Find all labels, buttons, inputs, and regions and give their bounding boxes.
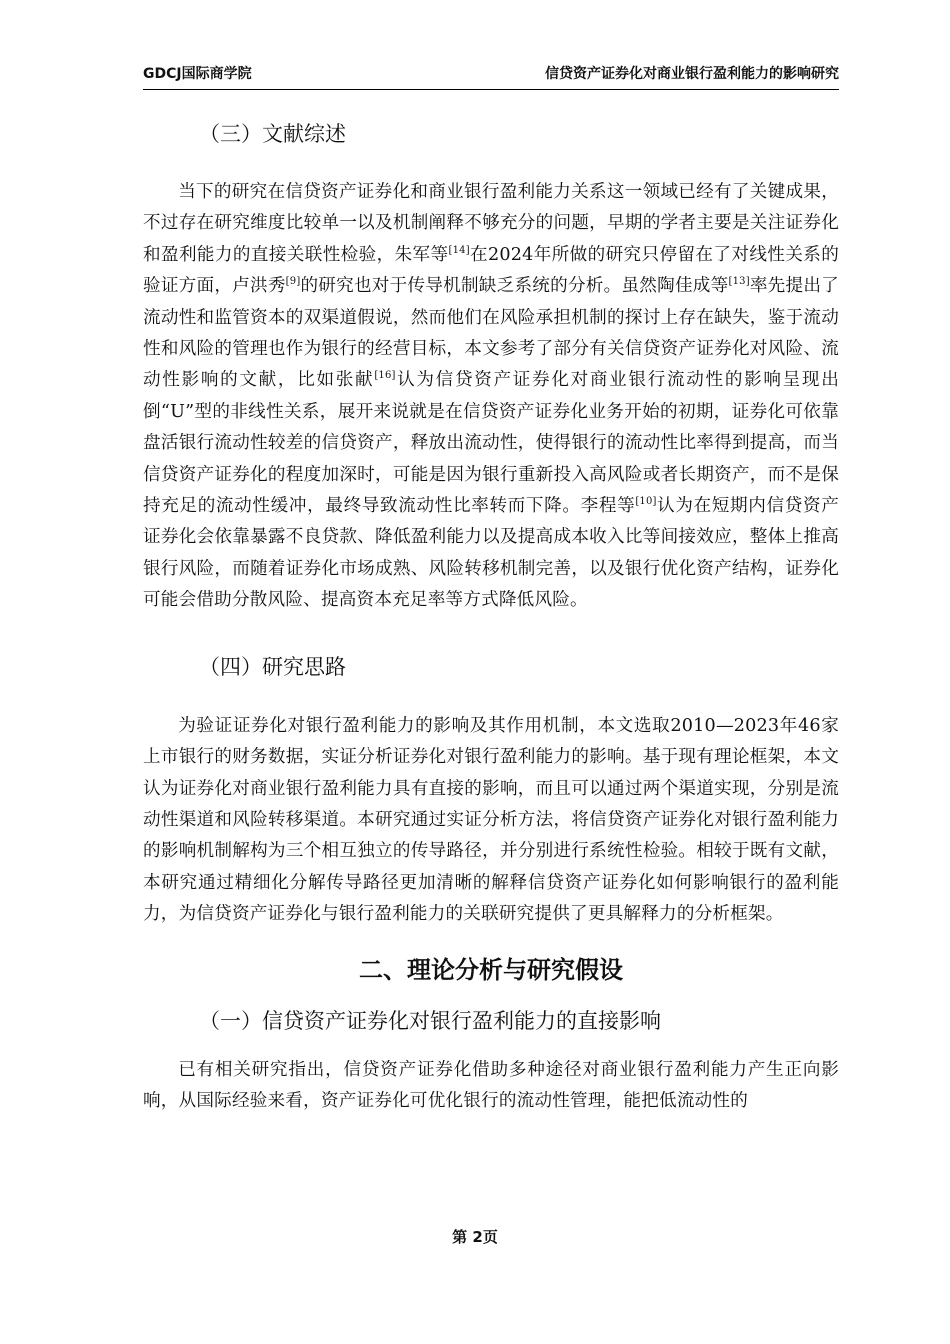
chapter-heading: 二、理论分析与研究假设	[359, 955, 623, 984]
header-paper-title: 信贷资产证券化对商业银行盈利能力的影响研究	[545, 66, 839, 82]
subsection-heading-direct-impact: （一）信贷资产证券化对银行盈利能力的直接影响	[199, 1008, 661, 1033]
main-content	[143, 110, 839, 1117]
citation-10: [10]	[635, 496, 657, 508]
text-run: 认为信贷资产证券化对商业银行流动性的影响呈现出倒“U”型的非线性关系，展开来说就是在信贷资产证券化业务开始的初期，证券化可依靠盘活银行流动性较差的信贷资产，释放出流动性，使得银行的流动性比率得到提高，而当信贷资产证券化的程度加深时，可能是因为银行重新投入高风险或者长期资产，而不是保持充足的流动性缓冲，最终导致流动性比率转而下降。李程等	[143, 370, 839, 517]
citation-14: [14]	[448, 244, 470, 256]
header-institution: GDCJ国际商学院	[143, 66, 252, 82]
running-header	[143, 62, 839, 90]
text-run: 认为在短期内信贷资产证券化会依靠暴露不良贷款、降低盈利能力以及提高成本收入比等间接效应，整体上推高银行风险，而随着证券化市场成熟、风险转移机制完善，以及银行优化资产结构，证券化可能会借助分散风险、提高资本充足率等方式降低风险。	[143, 496, 839, 611]
research-approach-paragraph: 为验证证券化对银行盈利能力的影响及其作用机制，本文选取2010—2023年46家上市银行的财务数据，实证分析证券化对银行盈利能力的影响。基于现有理论框架，本文认为证券化对商业银行盈利能力具有直接的影响，而且可以通过两个渠道实现，分别是流动性渠道和风险转移渠道。本研究通过实证分析方法，将信贷资产证券化对银行盈利能力的影响机制解构为三个相互独立的传导路径，并分别进行系统性检验。相较于既有文献，本研究通过精细化分解传导路径更加清晰的解释信贷资产证券化如何影响银行的盈利能力，为信贷资产证券化与银行盈利能力的关联研究提供了更具解释力的分析框架。	[143, 715, 839, 925]
citation-9: [9]	[285, 276, 301, 288]
citation-13: [13]	[728, 276, 750, 288]
citation-16: [16]	[374, 370, 396, 382]
direct-impact-paragraph: 已有相关研究指出，信贷资产证券化借助多种途径对商业银行盈利能力产生正向影响，从国际经验来看，资产证券化可优化银行的流动性管理，能把低流动性的	[143, 1059, 839, 1111]
text-run: 率先提出了流动性和监管资本的双渠道假说，然而他们在风险承担机制的探讨上存在缺失，鉴于流动性和风险的管理也作为银行的经营目标，本文参考了部分有关信贷资产证券化对风险、流动性影响的文献，比如张献	[143, 276, 839, 391]
text-run: 的研究也对于传导机制缺乏系统的分析。虽然陶佳成等	[300, 276, 729, 297]
text-run: 当下的研究在信贷资产证券化和商业银行盈利能力关系这一领域已经有了关键成果，不过存在研究维度比较单一以及机制阐释不够充分的问题，早期的学者主要是关注证券化和盈利能力的直接关联性检验，朱军等	[143, 182, 839, 265]
section-heading-research-approach: （四）研究思路	[199, 654, 346, 679]
literature-review-paragraph	[143, 177, 839, 617]
page-number: 第 2页	[452, 1228, 498, 1246]
section-heading-literature-review: （三）文献综述	[199, 122, 346, 146]
text-run: 在2024年所做的研究只停留在了对线性关系的验证方面，卢洪秀	[143, 244, 839, 297]
